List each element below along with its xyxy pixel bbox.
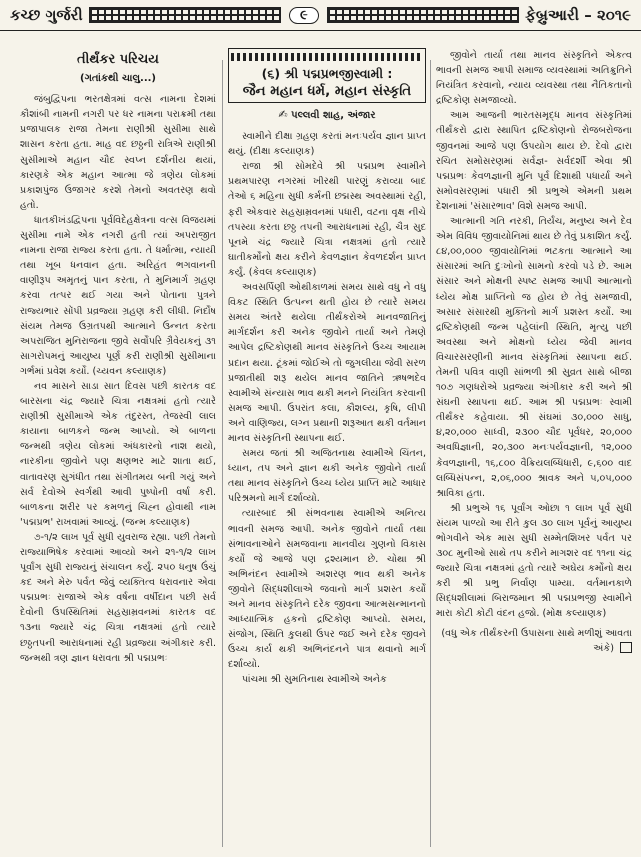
- header-ornament-left: [89, 7, 281, 23]
- article-title: (૬) શ્રી પદ્મપ્રભજીસ્વામી :: [261, 66, 393, 81]
- page-number: ૯: [289, 7, 319, 24]
- author-line: [228, 107, 426, 123]
- paragraph: રાજા શ્રી સોમદેવે શ્રી પદ્મપ્રભ સ્વામીને પ્રથમપારણ નગરમાં ખીરથી પારણું કરાવ્યા બાદ તેઓ ૬ મહિના સુધી કર્મની છદ્મસ્થ અવસ્થામાં રહી, ફરી એકવાર સહસ્રામ્રવનમાં પધારી, વટના વૃક્ષ નીચે તપસ્યા કરતા છઠ્ઠ તપની આરાધનામાં રહી, ચૈત્ર સુદ પૂનમે ચંદ્ર જ્યારે ચિત્રા નક્ષત્રમાં હતો ત્યારે ઘાતીકર્મોનો ક્ષય કરીને કેવળજ્ઞાન કેવળદર્શન પ્રાપ્ત કર્યું. (કેવલ કલ્યાણક): [228, 161, 426, 278]
- article-title-box: [228, 48, 426, 103]
- paragraph: ત્યારબાદ શ્રી સંભવનાથ સ્વામીએ અનિત્ય ભાવની સમજ આપી. અનેક જીવોને તાર્યા તથા સંભાવનાઓને સમજવાના માનવીય ગુણનો વિકાસ કર્યો જે આજે પણ દ્રશ્યમાન છે. ચોથા શ્રી અભિનંદન સ્વામીએ અશરણ ભાવ થકી અનેક જીવોને સિદ્ધશીલાએ જવાનો માર્ગ પ્રશસ્ત કર્યો અને માનવ સંસ્કૃતિને દરેક જીવના આત્મસન્માનનો આધ્યાત્મિક હકનો દ્રષ્ટિકોણ આપ્યો. સમય, સંજોગ, સ્થિતિ કુલથી ઉપર જઈ અને દરેક જીવને ઉચ્ચ કાર્ય થકી અભિનંદનને પાત્ર થવાનો માર્ગ દર્શાવ્યો.: [228, 508, 426, 671]
- column-divider: [222, 60, 223, 847]
- issue-date: ફેબ્રુઆરી – ૨૦૧૯: [525, 6, 632, 24]
- section-subtitle: (ગતાંકથી ચાલુ...): [80, 73, 156, 85]
- paragraph: સમય જતાં શ્રી અજિતનાથ સ્વામીએ ચિંતન, ધ્યાન, તપ અને જ્ઞાન થકી અનેક જીવોને તાર્યા તથા માનવ સંસ્કૃતિને ઉચ્ચ ધ્યેય પ્રાપ્તિ માટે આધાર પરિશ્રમનો માર્ગ દર્શાવ્યો.: [228, 448, 426, 505]
- paragraph: નવ માસને સાડા સાત દિવસ પછી કારતક વદ બારસના ચંદ્ર જ્યારે ચિત્રા નક્ષત્રમાં હતો ત્યારે રાણીશ્રી સુસીમાએ એક તંદુરસ્ત, તેજસ્વી લાલ કાયાના બાળકને જન્મ આપ્યો. એ બાળના જન્મથી ત્રણેય લોકમાં અંધકારનો નાશ થયો, નારકીના જીવોને પણ ક્ષણભર માટે શાતા થઈ, વાતાવરણ સુગંધીત તથા સંગીતમય બની ગયું અને સર્વ દેવોએ સ્વર્ગથી આવી પુષ્પોની વર્ષા કરી. બાળકના શરીર પર કમળનું ચિહ્ન હોવાથી નામ 'પદ્મપ્રભ' રાખવામાં આવ્યું. (જન્મ કલ્યાણક): [20, 380, 216, 528]
- section-title: તીર્થંકર પરિચય: [77, 52, 159, 67]
- paragraph: ૭-૧/૨ લાખ પૂર્વ સુધી યુવરાજ રહ્યા. પછી તેમનો રાજ્યાભિષેક કરવામાં આવ્યો અને ૨૧-૧/૨ લાખ પૂર્વાંગ સુધી રાજ્યનું સંચાલન કર્યું. ૨૫૦ ધનુષ ઉંચું કદ અને મેરુ પર્વત જેવું વ્યક્તિત્વ ધરાવનાર એવા પદ્મપ્રભઃ રાજાએ એક વર્ષના વર્ષીદાન પછી સર્વ દેવોની ઉપસ્થિતિમાં સહસ્રામ્રવનમાં કારતક વદ ૧૩ના જ્યારે ચંદ્ર ચિત્રા નક્ષત્રમાં હતો ત્યારે છઠ્ઠતપની આરાધનામાં રહી પ્રવ્રજ્યા અંગીકાર કરી. જન્મથી ત્રણ જ્ઞાન ધરાવતા શ્રી પદ્મપ્રભઃ: [20, 531, 216, 664]
- article-column-2: [228, 48, 426, 851]
- author-name: પલ્લવી શાહ, અંજાર: [291, 110, 376, 121]
- paragraph: સ્વામીને દીક્ષા ગ્રહણ કરતાં મનઃપર્યવ જ્ઞાન પ્રાપ્ત થયું. (દીક્ષા કલ્યાણક): [228, 131, 426, 158]
- header-ornament-right: [327, 7, 519, 23]
- paragraph: આત્માની ગતિ નરકી, તિર્યંચ, મનુષ્ય અને દેવ એમ વિવિધ જીવાયોનિમાં થાય છે તેવું પ્રકાશિત કર્યું. ૮૪,૦૦,૦૦૦ જીવાયોનિમાં ભટકતા આત્માને આ સંસારમાં અતિ દુઃખોનો સામનો કરવો પડે છે. આમ સંસાર અને મોક્ષની સ્પષ્ટ સમજ આપી આત્માનો ધ્યેય મોક્ષ પ્રાપ્તિનો જ હોય છે તેવું સમજાવી, અસાર સંસારથી મુક્તિનો માર્ગ પ્રશસ્ત કર્યો. આ દ્રષ્ટિકોણથી જન્મ પહેલાંની સ્થિતિ, મૃત્યુ પછી અવસ્થા અને મોક્ષનો ધ્યેય જેવી માનવ વિચારસરણીની માનવ સંસ્કૃતિમાં સ્થાપના થઈ. તેમની પવિત્ર વાણી સાંભળી શ્રી સુવ્રત સાથે બીજા ૧૦૭ ગણધરોએ પ્રવ્રજ્યા અંગીકાર કરી અને શ્રી સંઘની સ્થાપના થઈ. આમ શ્રી પદ્મપ્રભઃ સ્વામી તીર્થંકર કહેવાયા. શ્રી સંઘમાં ૩૦,૦૦૦ સાધુ, ૪,૨૦,૦૦૦ સાધ્વી, ૨૩૦૦ ચૌદ પૂર્વધર, ૨૦,૦૦૦ અવધિજ્ઞાની, ૨૦,૩૦૦ મનઃપર્યવજ્ઞાની, ૧૨,૦૦૦ કેવળજ્ઞાની, ૧૬,૮૦૦ વૈક્રિયલબ્ધિધારી, ૯,૬૦૦ વાદ લબ્ધિસંપન્ન, ૨,૦૬,૦૦૦ શ્રાવક અને ૫,૦૫,૦૦૦ શ્રાવિકા હતા.: [436, 216, 632, 499]
- page-header: [0, 0, 641, 31]
- article-column-1: [20, 48, 216, 851]
- article-column-3: [436, 48, 632, 851]
- publication-name: કચ્છ ગુર્જરી: [10, 6, 83, 24]
- paragraph: પાંચમા શ્રી સુમતિનાથ સ્વામીએ અનેક: [242, 674, 387, 686]
- pen-icon: ✍: [278, 108, 288, 121]
- paragraph: આમ આજની ભારતસમૃદ્ધ માનવ સંસ્કૃતિમાં તીર્થંકરો દ્વારા સ્થાપિત દ્રષ્ટિકોણનો રોજબરોજના જીવનમાં આજે પણ ઉપયોગ થાય છે. દેવો દ્વારા રચિત સમોસરણમાં સર્વજ્ઞ- સર્વદર્શી એવા શ્રી પદ્મપ્રભઃ કેવળજ્ઞાની મુનિ પૂર્વ દિશાથી પધાર્યા અને સમોવસરણમાં પધારી શ્રી પ્રભુએ એમની પ્રથમ દેશનામાં 'સંસારભાવ' વિશે સમજ આપી.: [436, 110, 632, 212]
- closing-note: (વધુ એક તીર્થંકરની ઉપાસના સાથે મળીશું આવતા અંકે): [441, 627, 632, 654]
- end-mark-icon: [620, 642, 632, 653]
- closing-note-wrap: [436, 626, 632, 656]
- paragraph: ધાતકીખંડદ્વિપના પૂર્વવિદેહક્ષેત્રના વત્સ વિજયમાં સુસીમા નામે એક નગરી હતી ત્યાં અપરાજીત નામના રાજા રાજ્ય કરતા હતા. તે ધર્માત્મા, ન્યાયી તથા ખૂબ ધનવાન હતા. અરિહંત ભગવાનની વાણીરૂપ અમૃતનું પાન કરતા, તે મુનિમાર્ગ ગ્રહણ કરવા તત્પર થઈ ગયા અને પોતાના પુત્રને રાજ્યભાર સોંપી પ્રવ્રજ્યા ગ્રહણ કરી લીધી. નિર્દોષ સંયમ તેમજ ઉગ્રતપથી આત્માને ઉન્નત કરતા અપરાજિત મુનિરાજના જીવે સર્વોપરિ ગ્રૈવેયકનું ૩૧ સાગરોપમનું આયુષ્ય પૂર્ણ કરી રાણીશ્રી સુસીમાના ગર્ભમાં પ્રવેશ કર્યો. (ચ્યવન કલ્યાણક): [20, 214, 216, 377]
- paragraph: જીવોને તાર્યા તથા માનવ સંસ્કૃતિને એકત્વ ભાવની સમજ આપી સમાજ વ્યવસ્થામાં અતિક્રુતિને નિયંત્રિત કરવાનો, ન્યાય વ્યવસ્થા તથા નૈતિકતાનો દ્રષ્ટિકોણ સમજાવ્યો.: [436, 50, 632, 107]
- column-divider: [430, 60, 431, 847]
- paragraph: શ્રી પ્રભુએ ૧૬ પૂર્વાંગ ઓછા ૧ લાખ પૂર્વ સુધી સંયમ પાળ્યો આ રીતે કુલ ૩૦ લાખ પૂર્વનું આયુષ્ય ભોગવીને એક માસ સુધી સમ્મેતશિખર પર્વત પર ૩૦૮ મુનીઓ સાથે તપ કરીને માગશર વદ ૧૧ના ચંદ્ર જ્યારે ચિત્રા નક્ષત્રમાં હતો ત્યારે અઘેય કર્મોનો ક્ષય કરી શ્રી પ્રભુ નિર્વાણ પામ્યા. વર્તમાનકાળે સિદ્ધશીલામાં બિરાજમાન શ્રી પદ્મપ્રભજી સ્વામીને મારા કોટી કોટી વંદન હજો. (મોક્ષ કલ્યાણક): [436, 502, 632, 620]
- title-ornament: [231, 53, 423, 61]
- paragraph: જંબુદ્વિપના ભરતક્ષેત્રમાં વત્સ નામના દેશમાં કૌશાંબી નામની નગરી પર ધર નામના પરાક્રમી તથા પ્રજાપાલક રાજા તેમના રાણીશ્રી સુસીમા સાથે શાસન કરતા હતા. માહ વદ છઠ્ઠની રાત્રિએ રાણીશ્રી સુસીમાએ મહાન ચૌદ સ્વપ્ન દર્શનીય થયાં, કારણકે એક મહાન આત્મા જે ત્રણેય લોકમાં પ્રકાશપુંજ ઉજાગર કરશે તેમનો અવતરણ થવો હતો.: [20, 94, 216, 211]
- paragraph: અવસર્પિણી ઓથીકાળમાં સમય સાથે વધુ ને વધુ વિકટ સ્થિતિ ઉત્પન્ન થતી હોય છે ત્યારે સમય સમય અંતરે થયેલા તીર્થંકરોએ માનવજાતિનું માર્ગદર્શન કરી અનેક જીવોને તાર્યા અને તેમણે આપેલ દ્રષ્ટિકોણથી માનવ સંસ્કૃતિને ઉચ્ચ આયામ પ્રદાન થયા. ટૂંકમાં જોઈએ તો જુગલીયા જેવી સરળ પ્રજાતીથી શરૂ થયેલ માનવ જાતિને ઋષભદેવ સ્વામીએ સંન્યાસ ભાવ થકી મનને નિયંત્રિત કરવાની સમજ આપી. ઉપરાંત કલા, કૌશલ્ય, કૃષિ, લીપી અને વાણિજ્ય, લગ્ન પ્રથાની શરૂઆત થકી વર્તમાન માનવ સંસ્કૃતિની સ્થાપના થઈ.: [228, 282, 426, 444]
- article-subtitle: જૈન મહાન ધર્મ, મહાન સંસ્કૃતિ: [242, 83, 412, 99]
